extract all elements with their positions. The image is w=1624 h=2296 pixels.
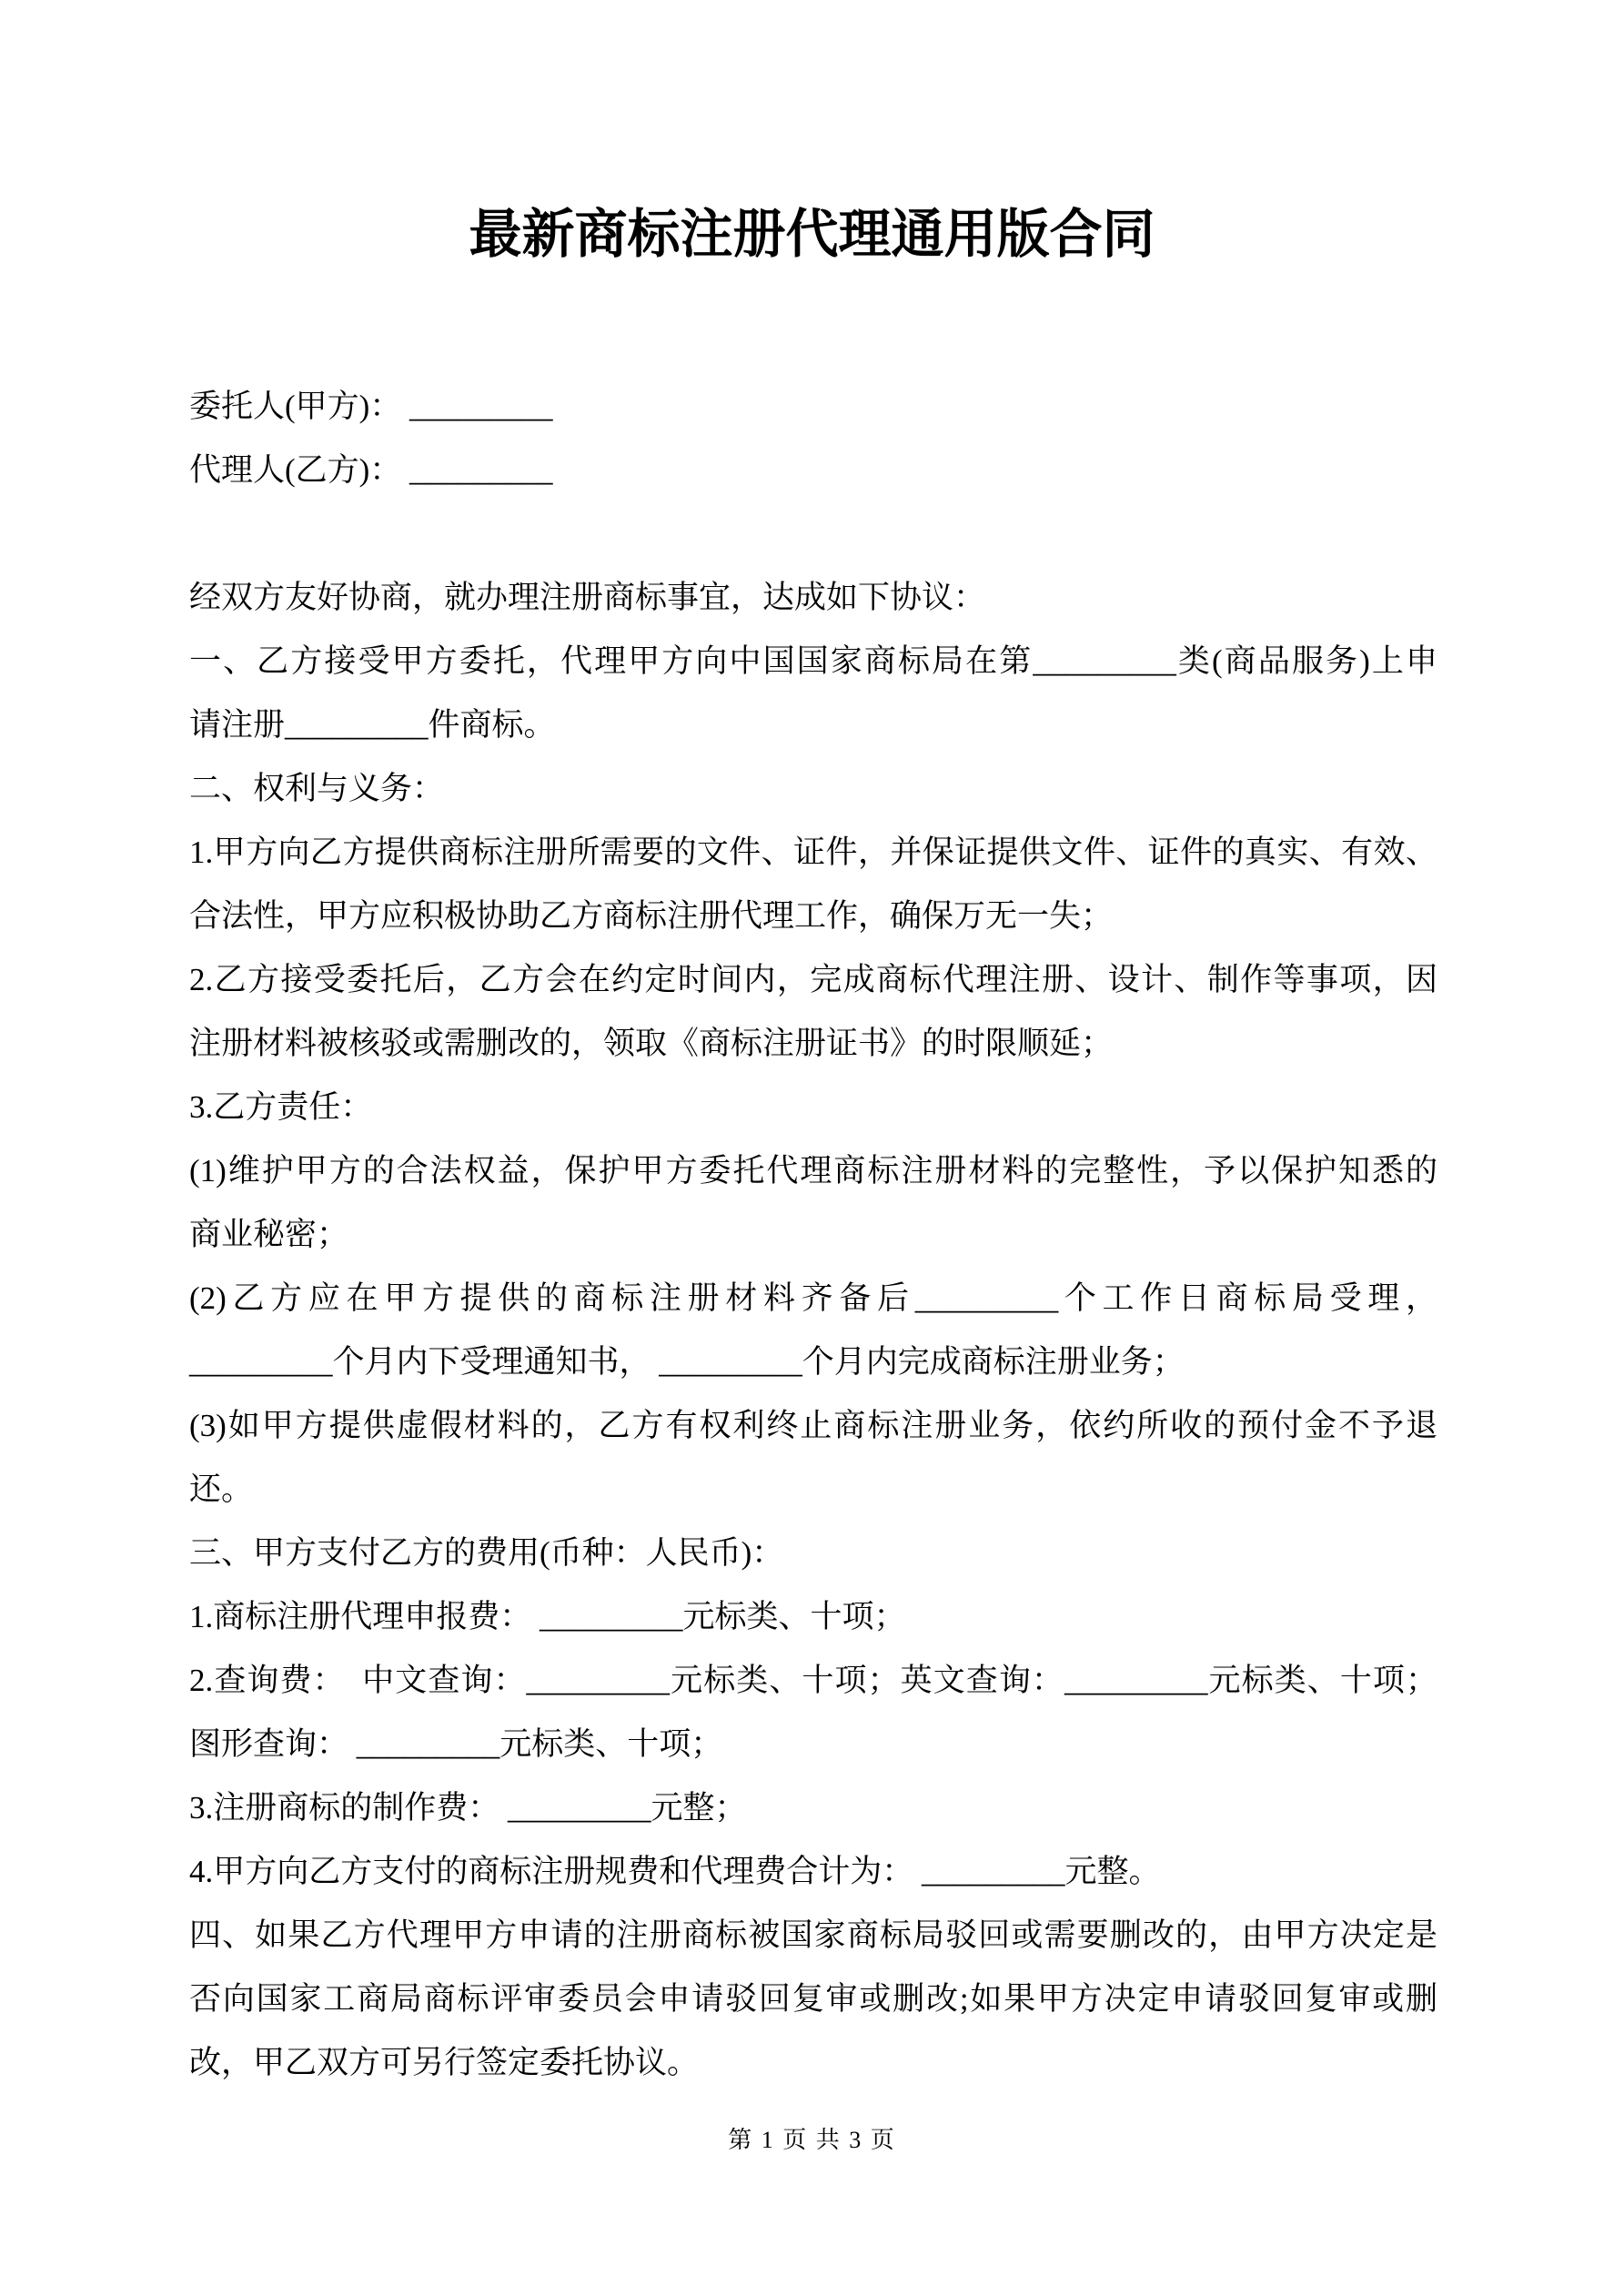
contract-line: 3.乙方责任：: [189, 1089, 373, 1125]
contract-line: 二、权利与义务：: [189, 771, 445, 806]
contract-line: 3.注册商标的制作费： _________元整；: [189, 1790, 747, 1826]
page-footer: 第 1 页 共 3 页: [728, 2127, 896, 2153]
party-line-client: 委托人(甲方)： _________: [189, 389, 553, 424]
contract-line: 1.商标注册代理申报费： _________元标类、十项；: [189, 1599, 906, 1634]
contract-line: 请注册_________件商标。: [189, 707, 556, 743]
contract-line: 还。: [189, 1472, 254, 1507]
contract-line: 否向国家工商局商标评审委员会申请驳回复审或删改;如果甲方决定申请驳回复审或删: [189, 1981, 1437, 2017]
contract-line: _________个月内下受理通知书， _________个月内完成商标注册业务；: [189, 1344, 1185, 1380]
contract-line: 2.查询费： 中文查询：_________元标类、十项；英文查询：_________元标类、十项；: [189, 1663, 1437, 1698]
contract-line: (1)维护甲方的合法权益，保护甲方委托代理商标注册材料的完整性，予以保护知悉的: [189, 1153, 1437, 1188]
contract-line: 4.甲方向乙方支付的商标注册规费和代理费合计为： _________元整。: [189, 1854, 1161, 1889]
contract-line: (3)如甲方提供虚假材料的，乙方有权利终止商标注册业务，依约所收的预付金不予退: [189, 1408, 1437, 1443]
contract-body: [189, 375, 1437, 2095]
contract-line: 三、甲方支付乙方的费用(币种：人民币)：: [189, 1535, 784, 1571]
contract-line: 经双方友好协商，就办理注册商标事宜，达成如下协议：: [189, 580, 986, 615]
contract-line: 图形查询： _________元标类、十项；: [189, 1726, 723, 1762]
contract-line: 2.乙方接受委托后，乙方会在约定时间内，完成商标代理注册、设计、制作等事项，因: [189, 962, 1437, 997]
contract-line: 商业秘密；: [189, 1217, 349, 1252]
contract-line: (2)乙方应在甲方提供的商标注册材料齐备后_________个工作日商标局受理，: [189, 1280, 1437, 1316]
contract-line: 合法性，甲方应积极协助乙方商标注册代理工作，确保万无一失；: [189, 898, 1114, 934]
party-line-agent: 代理人(乙方)： _________: [189, 452, 553, 488]
contract-line: 1.甲方向乙方提供商标注册所需要的文件、证件，并保证提供文件、证件的真实、有效、: [189, 834, 1437, 870]
contract-line: 四、如果乙方代理甲方申请的注册商标被国家商标局驳回或需要删改的，由甲方决定是: [189, 1917, 1437, 1953]
contract-line: 改，甲乙双方可另行签定委托协议。: [189, 2045, 700, 2080]
contract-line: 一、乙方接受甲方委托，代理甲方向中国国家商标局在第_________类(商品服务)上申: [189, 643, 1437, 679]
contract-line: 注册材料被核驳或需删改的，领取《商标注册证书》的时限顺延；: [189, 1026, 1114, 1061]
contract-title: 最新商标注册代理通用版合同: [469, 205, 1155, 264]
